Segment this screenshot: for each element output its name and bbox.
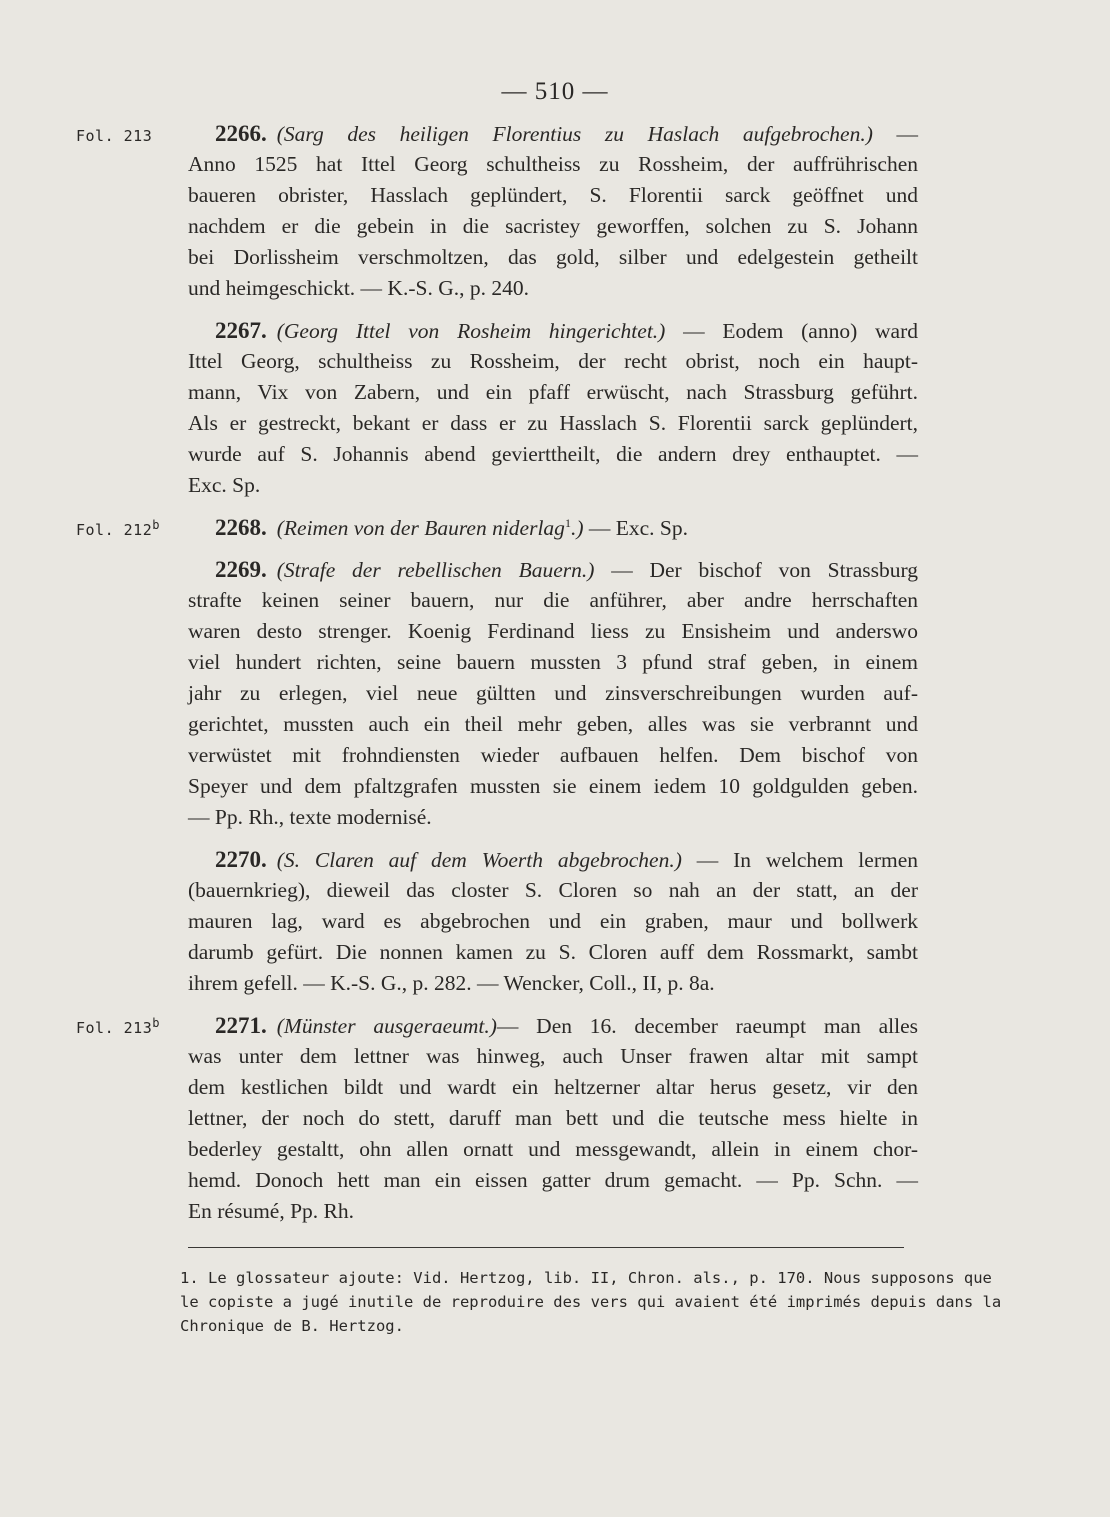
line-text: baueren obrister, Hasslach geplündert, S. Florentii sarck geöffnet und [188,183,918,207]
line-text: waren desto strenger. Koenig Ferdinand liess zu Ensisheim und anderswo [188,619,918,643]
line-text: nachdem er die gebein in die sacristey geworffen, solchen zu S. Johann [188,214,918,238]
text-line [188,1103,918,1134]
text-line [188,512,918,543]
text-line [188,937,918,968]
line-text: — Den 16. december raeumpt man alles [496,1014,918,1038]
entry-number: 2271. [215,1013,267,1038]
line-text: jahr zu erlegen, viel neue gültten und zinsverschreibungen wurden auf- [188,681,918,705]
folio-sup: b [152,518,160,532]
line-text: Als er gestreckt, bekant er dass er zu Hasslach S. Florentii sarck geplündert, [188,411,918,435]
footnote-line: Chronique de B. Hertzog. [180,1317,404,1335]
text-line [188,470,918,501]
text-line [188,554,918,585]
entry-title: (Reimen von der Bauren niderlag [276,516,565,540]
text-line [188,180,918,211]
text-line [188,616,918,647]
text-line [188,346,918,377]
footnote [180,1266,1002,1338]
text-line [188,844,918,875]
line-text: bei Dorlissheim verschmoltzen, das gold, silber und edelgestein getheilt [188,245,918,269]
main-text [76,118,919,1238]
text-line [188,1196,918,1227]
entry-2267 [188,315,918,501]
footnote-ref: 1 [564,515,571,530]
line-text: mann, Vix von Zabern, und ein pfaff erwüscht, nach Strassburg geführt. [188,380,918,404]
text-line [188,709,918,740]
text-line [188,118,918,149]
line-text: gerichtet, mussten auch ein theil mehr geben, alles was sie verbrannt und [188,712,918,736]
entry-number: 2266. [215,121,267,146]
text-line [188,211,918,242]
text-line [188,149,918,180]
footnote-line: le copiste a jugé inutile de reproduire des vers qui avaient été imprimés depuis dans la [180,1293,1002,1311]
text-line [188,1010,918,1041]
line-text: — Pp. Rh., texte modernisé. [188,805,432,829]
line-text: Anno 1525 hat Ittel Georg schultheiss zu Rossheim, der auffrührischen [188,152,918,176]
folio-marker: Fol. 212$^b$ [76,518,160,539]
entry-number: 2268. [215,515,267,540]
folio-marker: Fol. 213$^b$ [76,1016,160,1037]
line-text: wurde auf S. Johannis abend gevierttheilt, die andern drey enthauptet. — [188,442,918,466]
line-text: bederley gestaltt, ohn allen ornatt und messgewandt, allein in einem chor- [188,1137,918,1161]
entry-2270 [188,844,918,999]
text-line [188,968,918,999]
line-text: strafte keinen seiner bauern, nur die anführer, aber andre herrschaften [188,588,918,612]
text-line [188,377,918,408]
line-text: viel hundert richten, seine bauern mussten 3 pfund straf geben, in einem [188,650,918,674]
page-number: — 510 — [501,78,609,105]
entry-2268 [76,512,918,543]
line-text: — Der bischof von Strassburg [594,558,919,582]
text-line [188,647,918,678]
entry-title: (Georg Ittel von Rosheim hingerichtet.) [276,319,666,343]
line-text: En résumé, Pp. Rh. [188,1199,355,1223]
line-text: — [872,122,918,146]
text-line [188,585,918,616]
text-line [188,408,918,439]
line-text: — Eodem (anno) ward [665,319,918,343]
footnote-line: 1. Le glossateur ajoute: Vid. Hertzog, lib. II, Chron. als., p. 170. Nous supposons que [180,1269,992,1287]
line-text: dem kestlichen bildt und wardt ein heltzerner altar herus gesetz, vir den [188,1075,918,1099]
line-text: — In welchem lermen [681,848,918,872]
entry-2269 [188,554,918,833]
line-text: und heimgeschickt. — K.-S. G., p. 240. [188,276,529,300]
line-text: hemd. Donoch hett man ein eissen gatter drum gemacht. — Pp. Schn. — [188,1168,918,1192]
folio-sup: b [152,1016,160,1030]
entry-title: (Strafe der rebellischen Bauern.) [276,558,595,582]
line-text: Ittel Georg, schultheiss zu Rossheim, der recht obrist, noch ein haupt- [188,349,918,373]
line-text: — Exc. Sp. [583,516,688,540]
entry-2271 [76,1010,918,1227]
line-text: Speyer und dem pfaltzgrafen mussten sie einem iedem 10 goldgulden geben. [188,774,918,798]
text-line [188,242,918,273]
text-line [188,1072,918,1103]
text-line [188,740,918,771]
text-line [188,802,918,833]
line-text: verwüstet mit frohndiensten wieder aufbauen helfen. Dem bischof von [188,743,918,767]
line-text: ihrem gefell. — K.-S. G., p. 282. — Wencker, Coll., II, p. 8a. [188,971,715,995]
text-line [188,875,918,906]
entry-title: (S. Claren auf dem Woerth abgebrochen.) [276,848,682,872]
line-text: lettner, der noch do stett, daruff man bett und die teutsche mess hielte in [188,1106,918,1130]
entry-title: (Münster ausgeraeumt.) [276,1014,497,1038]
line-text: mauren lag, ward es abgebrochen und ein graben, maur und bollwerk [188,909,918,933]
entry-number: 2267. [215,318,267,343]
text-line [188,678,918,709]
text-line [188,315,918,346]
entry-number: 2270. [215,847,267,872]
footnote-divider [188,1247,904,1248]
line-text: was unter dem lettner was hinweg, auch Unser frawen altar mit sampt [188,1044,918,1068]
entry-2266 [76,118,918,304]
entry-number: 2269. [215,557,267,582]
text-line [188,1134,918,1165]
line-text: darumb gefürt. Die nonnen kamen zu S. Cloren auff dem Rossmarkt, sambt [188,940,918,964]
text-line [188,439,918,470]
text-line [188,1165,918,1196]
text-line [188,906,918,937]
line-text: (bauernkrieg), dieweil das closter S. Cloren so nah an der statt, an der [188,878,918,902]
entry-title-end: .) [570,516,584,540]
text-line [188,273,918,304]
text-line [188,771,918,802]
text-line [188,1041,918,1072]
line-text: Exc. Sp. [188,473,261,497]
entry-title: (Sarg des heiligen Florentius zu Haslach aufgebrochen.) [276,122,873,146]
folio-marker: Fol. 213 [76,127,153,145]
